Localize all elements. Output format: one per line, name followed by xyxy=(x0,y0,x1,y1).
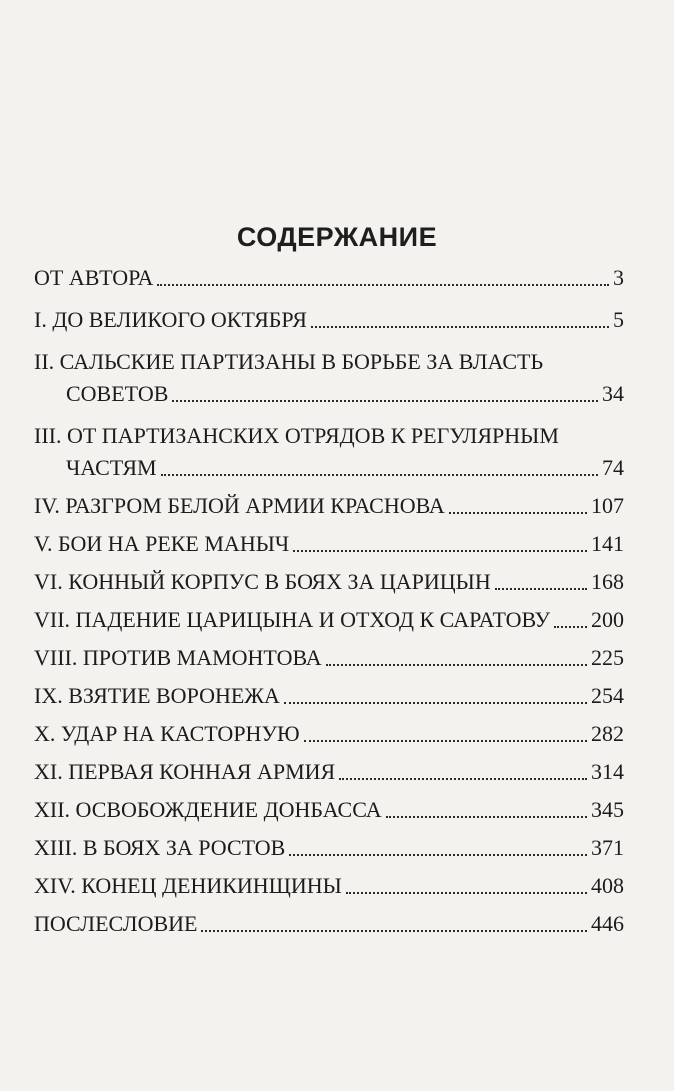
toc-entry xyxy=(34,908,624,940)
toc-entry xyxy=(34,642,624,674)
toc-entry-title: XII. ОСВОБОЖДЕНИЕ ДОНБАССА xyxy=(34,797,382,822)
dot-leader xyxy=(304,739,587,742)
toc-page-number: 314 xyxy=(591,759,624,784)
toc-entry xyxy=(34,490,624,522)
dot-leader xyxy=(554,625,587,628)
dot-leader xyxy=(161,473,598,476)
toc-entry xyxy=(34,262,624,294)
toc-page-number: 225 xyxy=(591,645,624,670)
dot-leader xyxy=(449,511,587,514)
toc-entry-title: VII. ПАДЕНИЕ ЦАРИЦЫНА И ОТХОД К САРАТОВУ xyxy=(34,607,551,632)
toc-entry-title-continued: ЧАСТЯМ xyxy=(66,455,157,480)
toc-entry-title: IX. ВЗЯТИЕ ВОРОНЕЖА xyxy=(34,683,280,708)
dot-leader xyxy=(339,777,587,780)
toc-entry-title: IV. РАЗГРОМ БЕЛОЙ АРМИИ КРАСНОВА xyxy=(34,493,445,518)
toc-entry xyxy=(34,870,624,902)
toc-page-number: 141 xyxy=(591,531,624,556)
dot-leader xyxy=(289,853,587,856)
dot-leader xyxy=(346,891,587,894)
toc-entry-title: V. БОИ НА РЕКЕ МАНЫЧ xyxy=(34,531,290,556)
toc-entry-title: XIV. КОНЕЦ ДЕНИКИНЩИНЫ xyxy=(34,873,342,898)
toc-entry-title: II. САЛЬСКИЕ ПАРТИЗАНЫ В БОРЬБЕ ЗА ВЛАСТЬ xyxy=(34,349,544,374)
toc-page-number: 168 xyxy=(591,569,624,594)
toc-entry xyxy=(34,832,624,864)
toc-entry xyxy=(34,304,624,336)
toc-entry-title: III. ОТ ПАРТИЗАНСКИХ ОТРЯДОВ К РЕГУЛЯРНЫМ xyxy=(34,423,559,448)
toc-entry xyxy=(34,566,624,598)
toc-entry xyxy=(34,794,624,826)
toc-entry-title: ОТ АВТОРА xyxy=(34,265,154,290)
toc-entry-title: VI. КОННЫЙ КОРПУС В БОЯХ ЗА ЦАРИЦЫН xyxy=(34,569,491,594)
toc-entry xyxy=(34,718,624,750)
dot-leader xyxy=(311,325,609,328)
toc-entry-title: XI. ПЕРВАЯ КОННАЯ АРМИЯ xyxy=(34,759,336,784)
dot-leader xyxy=(326,663,587,666)
toc-page-number: 345 xyxy=(591,797,624,822)
toc-page-number: 371 xyxy=(591,835,624,860)
toc-entry-title: X. УДАР НА КАСТОРНУЮ xyxy=(34,721,300,746)
toc-entry xyxy=(34,604,624,636)
dot-leader xyxy=(386,815,587,818)
dot-leader xyxy=(495,587,587,590)
toc-page-number: 282 xyxy=(591,721,624,746)
toc-entry xyxy=(34,680,624,712)
toc-page-number: 107 xyxy=(591,493,624,518)
toc-entry-title: ПОСЛЕСЛОВИЕ xyxy=(34,911,198,936)
toc-entry-title: I. ДО ВЕЛИКОГО ОКТЯБРЯ xyxy=(34,307,307,332)
dot-leader xyxy=(284,701,587,704)
dot-leader xyxy=(293,549,587,552)
toc-page-number: 254 xyxy=(591,683,624,708)
table-of-contents xyxy=(34,262,624,940)
toc-entry-title: XIII. В БОЯХ ЗА РОСТОВ xyxy=(34,835,286,860)
page-title: СОДЕРЖАНИЕ xyxy=(236,222,438,252)
dot-leader xyxy=(157,283,609,286)
toc-entry-title: VIII. ПРОТИВ МАМОНТОВА xyxy=(34,645,322,670)
toc-page-number: 74 xyxy=(602,455,624,480)
toc-page-number: 408 xyxy=(591,873,624,898)
toc-entry xyxy=(34,346,624,410)
toc-entry xyxy=(34,756,624,788)
toc-entry xyxy=(34,420,624,484)
toc-page-number: 5 xyxy=(613,307,624,332)
toc-entry-title-continued: СОВЕТОВ xyxy=(66,381,169,406)
dot-leader xyxy=(201,929,587,932)
toc-page-number: 34 xyxy=(602,381,624,406)
toc-page-number: 446 xyxy=(591,911,624,936)
toc-entry xyxy=(34,528,624,560)
toc-page-number: 200 xyxy=(591,607,624,632)
dot-leader xyxy=(172,399,598,402)
toc-page-number: 3 xyxy=(613,265,624,290)
